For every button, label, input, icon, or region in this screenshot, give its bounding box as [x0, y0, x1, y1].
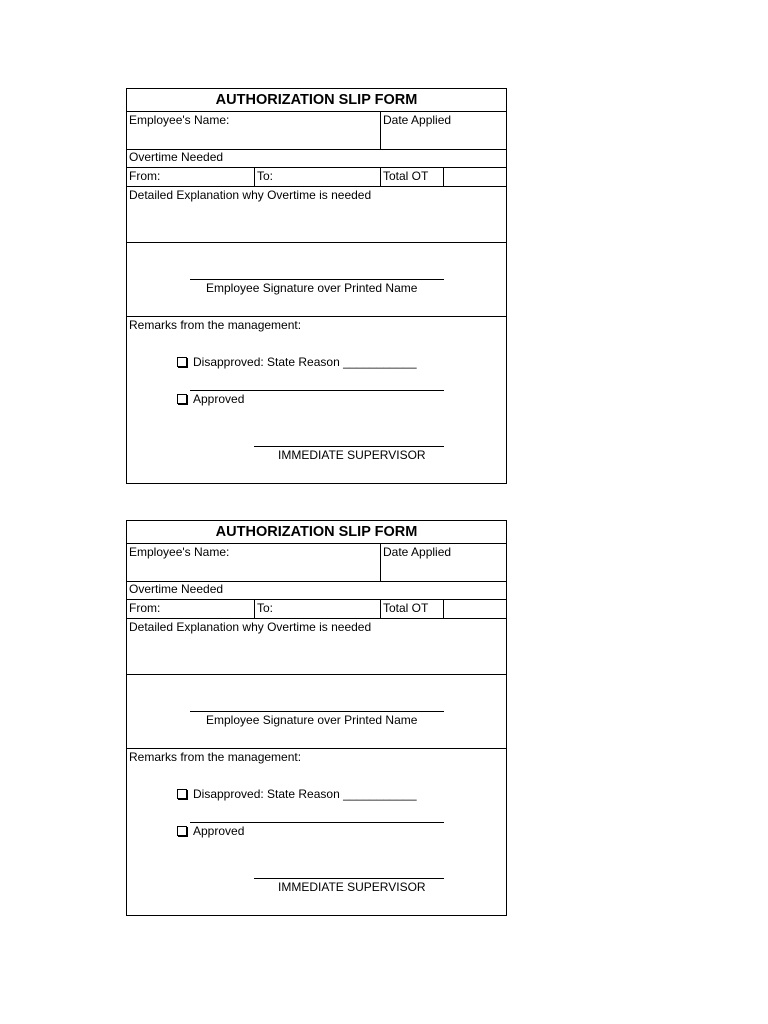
divider	[443, 167, 444, 186]
divider	[127, 543, 506, 544]
approved-checkbox[interactable]	[177, 394, 187, 404]
date-applied-label: Date Applied	[383, 113, 452, 127]
form-title: AUTHORIZATION SLIP FORM	[215, 524, 418, 540]
divider	[380, 599, 381, 618]
employee-name-label: Employee's Name:	[129, 113, 230, 127]
divider	[380, 111, 381, 149]
disapproved-checkbox[interactable]	[177, 789, 187, 799]
divider	[127, 111, 506, 112]
disapproved-checkbox[interactable]	[177, 357, 187, 367]
divider	[127, 748, 506, 749]
divider	[127, 242, 506, 243]
signature-line	[190, 711, 444, 712]
form-title: AUTHORIZATION SLIP FORM	[215, 92, 418, 108]
signature-line	[190, 279, 444, 280]
remarks-label: Remarks from the management:	[129, 750, 302, 764]
employee-name-label: Employee's Name:	[129, 545, 230, 559]
supervisor-label: IMMEDIATE SUPERVISOR	[278, 880, 426, 894]
approved-label: Approved	[193, 824, 245, 838]
supervisor-label: IMMEDIATE SUPERVISOR	[278, 448, 426, 462]
disapproved-label: Disapproved: State Reason ___________	[193, 355, 417, 369]
divider	[380, 167, 381, 186]
from-label: From:	[129, 601, 161, 615]
total-ot-label: Total OT	[383, 601, 429, 615]
disapproved-label: Disapproved: State Reason ___________	[193, 787, 417, 801]
from-label: From:	[129, 169, 161, 183]
date-applied-label: Date Applied	[383, 545, 452, 559]
explanation-label: Detailed Explanation why Overtime is needed	[129, 188, 372, 202]
to-label: To:	[257, 169, 274, 183]
reason-line	[190, 822, 444, 823]
divider	[127, 599, 506, 600]
overtime-needed-label: Overtime Needed	[129, 582, 224, 596]
total-ot-label: Total OT	[383, 169, 429, 183]
divider	[254, 167, 255, 186]
divider	[254, 599, 255, 618]
authorization-slip-form	[126, 520, 507, 916]
divider	[127, 618, 506, 619]
divider	[127, 674, 506, 675]
to-label: To:	[257, 601, 274, 615]
authorization-slip-form	[126, 88, 507, 484]
divider	[127, 167, 506, 168]
employee-signature-label: Employee Signature over Printed Name	[206, 281, 418, 295]
supervisor-signature-line	[254, 878, 444, 879]
approved-checkbox[interactable]	[177, 826, 187, 836]
divider	[127, 316, 506, 317]
divider	[443, 599, 444, 618]
overtime-needed-label: Overtime Needed	[129, 150, 224, 164]
approved-label: Approved	[193, 392, 245, 406]
explanation-label: Detailed Explanation why Overtime is needed	[129, 620, 372, 634]
divider	[127, 186, 506, 187]
remarks-label: Remarks from the management:	[129, 318, 302, 332]
divider	[380, 543, 381, 581]
employee-signature-label: Employee Signature over Printed Name	[206, 713, 418, 727]
reason-line	[190, 390, 444, 391]
supervisor-signature-line	[254, 446, 444, 447]
